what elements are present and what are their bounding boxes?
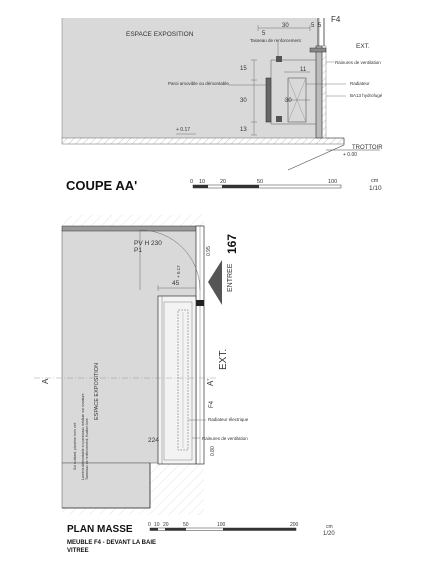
plan-drawing [34, 215, 249, 515]
plan-door-note-1: PV H 230 [134, 240, 162, 247]
entrance-arrow-icon [208, 260, 222, 305]
plan-top-wall [62, 226, 202, 231]
section-dim-13: 13 [240, 127, 247, 133]
section-dim-5b: 5 [318, 23, 322, 29]
plan-dim-length: 224 [148, 437, 159, 444]
section-exterior-wall [316, 46, 322, 138]
label-radiateur-section: Radiateur [350, 81, 370, 86]
label-tasseau: Tasseau de renforcement [250, 38, 301, 43]
section-level-street: + 0.00 [343, 152, 358, 158]
plan-entrance-number: 167 [225, 233, 239, 254]
section-removable-panel [266, 78, 271, 122]
section-room-label: ESPACE EXPOSITION [126, 31, 194, 38]
section-dim-30-radiator: 30 [285, 98, 292, 104]
plan-level: + 0.17 [176, 265, 181, 278]
plan-note-2: Lambris démontable en panneaux médium sur ossature [81, 393, 85, 480]
plan-scale-tick-10: 10 [154, 522, 160, 528]
section-scale-tick-100: 100 [328, 179, 338, 185]
section-scale-tick-0: 0 [190, 179, 194, 185]
section-mark-right: A' [206, 379, 215, 386]
plan-subtitle-1: MEUBLE F4 - DEVANT LA BAIE [67, 540, 157, 546]
section-scale-tick-50: 50 [257, 179, 264, 185]
label-radiateur-plan: Radiateur électrique [208, 417, 249, 422]
plan-entrance-label: ENTREE [227, 263, 234, 292]
plan-scale-tick-0: 0 [148, 522, 151, 528]
section-top-beam [310, 48, 326, 52]
label-rainures-section: Rainures de ventilation [335, 60, 381, 65]
label-trottoir: TROTTOIR [352, 145, 383, 151]
label-ba13: BA13 hydrofugé [350, 93, 383, 98]
plan-entrance-dim: 0.95 [206, 246, 212, 256]
section-floor-slab [62, 138, 344, 144]
plan-dim-width: 45 [172, 280, 180, 287]
plan-scale-tick-200: 200 [290, 522, 299, 528]
plan-room-label: ESPACE EXPOSITION [94, 362, 100, 420]
plan-furniture-f4 [158, 296, 196, 464]
section-scale-tick-20: 20 [220, 179, 227, 185]
section-dim-5c: 5 [262, 31, 266, 37]
plan-scale-tick-100: 100 [217, 522, 226, 528]
section-mark-left: A [41, 378, 50, 384]
plan-scale-ratio: 1/20 [323, 531, 335, 537]
section-dim-15: 15 [240, 66, 247, 72]
plan-ext-label: EXT. [218, 348, 229, 370]
section-title: COUPE AA' [66, 178, 138, 193]
section-scale-ratio: 1/10 [369, 185, 382, 192]
plan-scale-bar [148, 522, 335, 537]
section-dim-11: 11 [300, 67, 307, 73]
section-drawing [62, 15, 383, 170]
plan-scale-tick-50: 50 [183, 522, 189, 528]
section-level-floor: + 0.17 [176, 127, 191, 133]
plan-subtitle-2: VITREE [67, 548, 89, 554]
section-dim-5a: 5 [311, 23, 315, 29]
section-dim-30-mid: 30 [240, 98, 247, 104]
section-scale-bar [190, 178, 382, 192]
plan-scale-unit: cm [326, 524, 333, 530]
section-dim-30-top: 30 [282, 23, 289, 29]
section-scale-tick-10: 10 [199, 179, 206, 185]
plan-door-note-2: P1 [134, 247, 142, 254]
label-paroi: Paroi amovible ou démontable [168, 81, 229, 86]
plan-wall-id: F4 [209, 400, 215, 408]
section-scale-unit: cm [371, 178, 379, 184]
plan-title: PLAN MASSE [67, 524, 133, 535]
section-ext-label: EXT. [356, 43, 370, 50]
section-wall-id: F4 [331, 15, 341, 24]
plan-note-3: Tasseaux de renforcement, fixation bois [85, 418, 89, 480]
plan-scale-tick-20: 20 [163, 522, 169, 528]
plan-gap-dim: 0.80 [210, 446, 216, 456]
label-rainures-plan: Rainures de ventilation [202, 436, 248, 441]
plan-note-1: Sol existant, plancher bois ciré [73, 422, 77, 470]
